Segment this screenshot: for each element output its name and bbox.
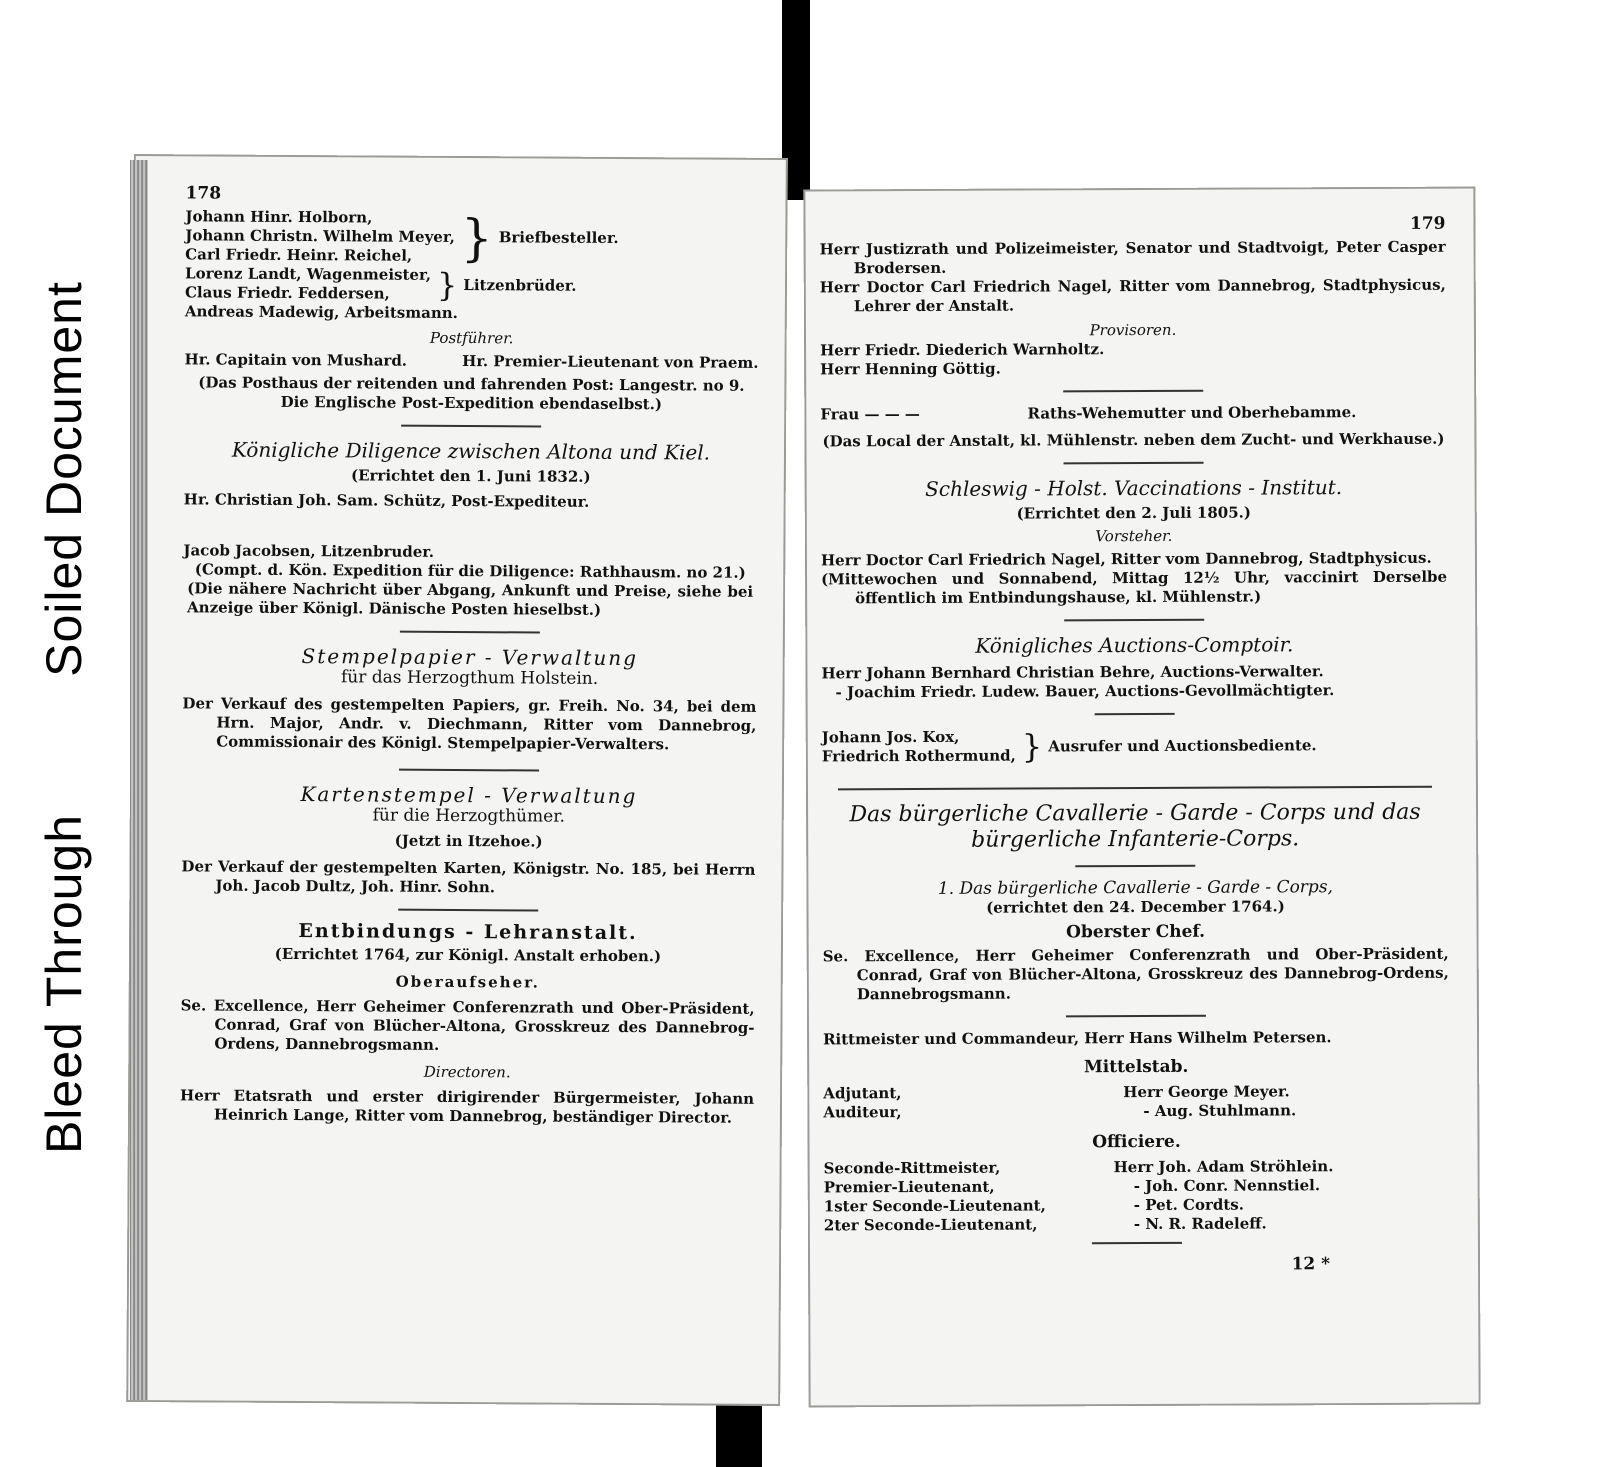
- name-line: Friedrich Rothermund,: [821, 746, 1016, 766]
- karten-text: Der Verkauf der gestempelten Karten, Königstr. No. 185, bei Herrn Joh. Jacob Dultz, Joh. Hinr. Sohn.: [181, 857, 756, 897]
- vacc-title: Schleswig - Holst. Vaccinations - Institut.: [925, 475, 1343, 501]
- section-divider: [401, 425, 541, 428]
- jacobsen-line: Jacob Jacobsen, Litzenbruder.: [183, 541, 435, 561]
- stempel-sub: für das Herzogthum Holstein.: [340, 667, 599, 689]
- page-number: 178: [185, 183, 222, 204]
- left-page: [126, 154, 788, 1406]
- entb-date: (Errichtet 1764, zur Königl. Anstalt erhoben.): [274, 944, 662, 966]
- postfuehrer-right: Hr. Premier-Lieutenant von Praem.: [462, 352, 759, 372]
- oberster-text: Se. Excellence, Herr Geheimer Conferenzrath und Ober-Präsident, Conrad, Graf von Blücher-Altona, Grosskreuz des Dannebrog-Ordens, Dannebrogsmann.: [822, 944, 1449, 1004]
- rank-line: Seconde-Rittmeister,: [823, 1158, 1001, 1178]
- section-divider: [1075, 865, 1195, 868]
- section-divider: [1063, 390, 1203, 393]
- stempel-title: Stempelpapier - Verwaltung: [301, 644, 639, 671]
- rank-line: 2ter Seconde-Lieutenant,: [823, 1215, 1038, 1235]
- frau-label: Frau — — —: [820, 404, 920, 424]
- brace-glyph: }: [1021, 727, 1043, 766]
- posthaus-note: (Das Posthaus der reitenden und fahrenden Post: Langestr. no 9. Die Englische Post-Expedition ebendaselbst.): [198, 373, 745, 414]
- karten-sub: für die Herzogthümer.: [372, 805, 565, 827]
- rank-line: 1ster Seconde-Lieutenant,: [823, 1196, 1046, 1216]
- name-line: Andreas Madewig, Arbeitsmann.: [184, 302, 458, 322]
- directoren-text: Herr Etatsrath und erster dirigirender Bürgermeister, Johann Heinrich Lange, Ritter vom Dannebrog, beständiger Director.: [180, 1086, 755, 1127]
- nagel-entry: Herr Doctor Carl Friedrich Nagel, Ritter vom Dannebrog, Stadtphysicus, Lehrer der Anstalt.: [819, 275, 1446, 316]
- oberster-heading: Oberster Chef.: [1066, 921, 1206, 943]
- brace-glyph: }: [436, 265, 458, 304]
- frau-role: Raths-Wehemutter und Oberhebamme.: [1027, 403, 1357, 423]
- catchword: 12 *: [1291, 1254, 1331, 1275]
- provisoren-heading: Provisoren.: [1089, 320, 1177, 340]
- garde-date: (errichtet den 24. December 1764.): [986, 897, 1285, 917]
- garde-sub: 1. Das bürgerliche Cavallerie - Garde - Corps,: [937, 877, 1333, 899]
- officiere-table: [824, 1157, 1450, 1236]
- postfuehrer-left: Hr. Capitain von Mushard.: [184, 350, 408, 370]
- naehere-note: (Die nähere Nachricht über Abgang, Ankunft und Preise, siehe bei Anzeige über Königl. Dänische Posten hieselbst.): [186, 579, 754, 619]
- brace-glyph: }: [460, 208, 493, 267]
- officer-line: - Aug. Stuhlmann.: [1143, 1101, 1297, 1120]
- directoren-heading: Directoren.: [423, 1062, 511, 1082]
- name-line: Johann Hinr. Holborn,: [185, 207, 373, 227]
- section-divider: [399, 769, 539, 772]
- diligence-person: Hr. Christian Joh. Sam. Schütz, Post-Expediteur.: [183, 490, 590, 511]
- litzenbrueder-group: [185, 264, 759, 306]
- briefbesteller-group: [185, 207, 759, 268]
- oberaufseher-text: Se. Excellence, Herr Geheimer Conferenzrath und Ober-Präsident, Conrad, Graf von Blücher-Altona, Grosskreuz des Dannebrog-Ordens, Dannebrogsmann.: [180, 996, 755, 1054]
- name-line: Claus Friedr. Feddersen,: [184, 283, 390, 303]
- postfuehrer-row: [185, 350, 759, 373]
- officer-line: - Pet. Cordts.: [1133, 1195, 1244, 1215]
- section-divider: [400, 631, 540, 634]
- left-page-content: [180, 184, 760, 1127]
- section-divider: [398, 909, 538, 912]
- officer-line: - N. R. Radeleff.: [1133, 1214, 1267, 1234]
- provisor-line: Herr Friedr. Diederich Warnholtz.: [820, 340, 1105, 360]
- label-strip: [18, 240, 110, 1230]
- rank-line: Auditeur,: [823, 1103, 902, 1122]
- officer-line: Herr George Meyer.: [1123, 1082, 1290, 1102]
- bleed-through-label: Bleed Through: [18, 738, 110, 1230]
- page-stack-edge: [130, 160, 148, 1400]
- rank-line: Adjutant,: [823, 1084, 902, 1103]
- page-number: 179: [1409, 213, 1446, 234]
- entb-title: Entbindungs - Lehranstalt.: [298, 920, 638, 945]
- role-label: Ausrufer und Auctionsbediente.: [1048, 735, 1317, 755]
- vorsteher-entry: Herr Doctor Carl Friedrich Nagel, Ritter vom Dannebrog, Stadtphysicus.: [820, 548, 1432, 570]
- officer-line: Herr Joh. Adam Ströhlein.: [1113, 1157, 1334, 1177]
- auction-line: - Joachim Friedr. Ludew. Bauer, Auctions-Gevollmächtigter.: [835, 681, 1335, 702]
- rank-line: Premier-Lieutenant,: [823, 1177, 995, 1197]
- local-note: (Das Local der Anstalt, kl. Mühlenstr. neben dem Zucht- und Werkhause.): [822, 429, 1445, 451]
- diligence-date: (Errichtet den 1. Juni 1832.): [350, 466, 591, 486]
- vacc-note: (Mittewochen und Sonnabend, Mittag 12½ Uhr, vaccinirt Derselbe öffentlich im Entbindungshause, kl. Mühlenstr.): [821, 567, 1448, 608]
- postfuehrer-heading: Postführer.: [429, 328, 514, 348]
- ausrufer-group: [822, 726, 1448, 767]
- vorsteher-heading: Vorsteher.: [1095, 526, 1173, 546]
- compt-note: (Compt. d. Kön. Expedition für die Diligence: Rathhausm. no 21.): [194, 560, 746, 582]
- provisor-line: Herr Henning Göttig.: [820, 359, 1001, 379]
- role-label: Litzenbrüder.: [463, 275, 577, 295]
- name-line: Johann Jos. Kox,: [821, 727, 960, 747]
- name-line: Carl Friedr. Heinr. Reichel,: [185, 245, 413, 265]
- mittelstab-table: [823, 1082, 1449, 1123]
- name-line: Lorenz Landt, Wagenmeister,: [185, 264, 432, 284]
- garde-title: Das bürgerliche Cavallerie - Garde - Corps und das bürgerliche Infanterie-Corps.: [849, 799, 1421, 853]
- karten-title: Kartenstempel - Verwaltung: [300, 782, 638, 809]
- role-label: Briefbesteller.: [498, 228, 619, 247]
- section-divider: [838, 786, 1433, 791]
- mittelstab-heading: Mittelstab.: [1083, 1056, 1189, 1078]
- soiled-document-label: Soiled Document: [18, 240, 110, 718]
- auction-title: Königliches Auctions-Comptoir.: [975, 632, 1294, 658]
- vacc-date: (Errichtet den 2. Juli 1805.): [1016, 503, 1252, 523]
- officer-line: - Joh. Conr. Nennstiel.: [1133, 1176, 1321, 1196]
- section-divider: [1064, 619, 1204, 622]
- section-divider: [1064, 462, 1204, 465]
- rittmeister-entry: Rittmeister und Commandeur, Herr Hans Wilhelm Petersen.: [823, 1028, 1332, 1049]
- name-line: Johann Christn. Wilhelm Meyer,: [185, 226, 455, 246]
- karten-note: (Jetzt in Itzehoe.): [394, 831, 543, 851]
- diligence-title: Königliche Diligence zwischen Altona und Kiel.: [231, 437, 711, 465]
- section-divider: [1095, 713, 1175, 715]
- officiere-heading: Officiere.: [1092, 1131, 1181, 1153]
- justizrath-entry: Herr Justizrath und Polizeimeister, Senator und Stadtvoigt, Peter Casper Brodersen.: [819, 237, 1446, 278]
- stempel-text: Der Verkauf des gestempelten Papiers, gr. Freih. No. 34, bei dem Hrn. Major, Andr. v. Diechmann, Ritter vom Dannebrog, Commissionair des Königl. Stempelpapier-Verwalters.: [182, 694, 757, 754]
- frau-row: [820, 403, 1446, 425]
- right-page: [803, 187, 1480, 1408]
- oberaufseher-heading: Oberaufseher.: [395, 972, 540, 992]
- section-divider: [1066, 1015, 1206, 1018]
- right-page-content: [819, 215, 1450, 1277]
- section-divider: [1092, 1242, 1182, 1244]
- auction-line: Herr Johann Bernhard Christian Behre, Auctions-Verwalter.: [821, 662, 1324, 683]
